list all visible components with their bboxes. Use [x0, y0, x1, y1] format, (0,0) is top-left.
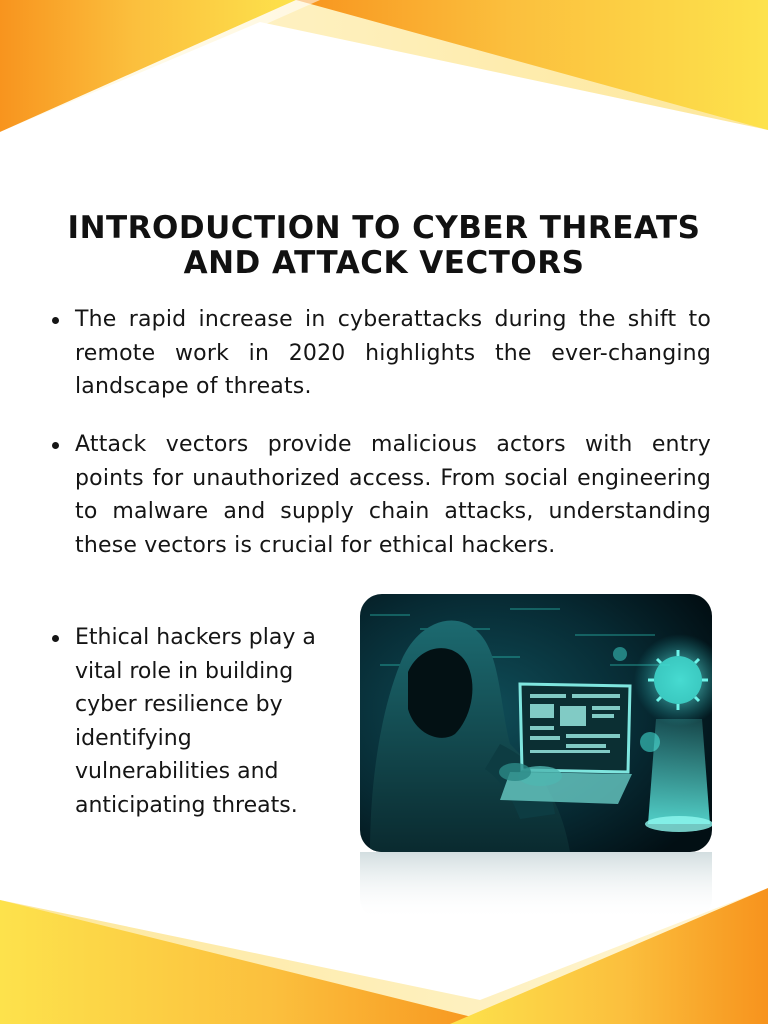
bullet-dot-icon [52, 317, 59, 324]
bullet-item [75, 428, 711, 562]
page-title [0, 211, 768, 281]
bullet-dot-icon [52, 442, 59, 449]
hacker-illustration [360, 594, 712, 852]
bullet-text: The rapid increase in cyberattacks during the shift to remote work in 2020 highlights the ever-changing landscape of threats. [75, 307, 711, 400]
bullet-item [75, 303, 711, 404]
top-orange-triangle [0, 0, 296, 132]
title-line-2: AND ATTACK VECTORS [183, 245, 585, 281]
top-pale-band [0, 0, 768, 132]
image-reflection [360, 852, 712, 920]
bullet-text: Attack vectors provide malicious actors with entry points for unauthorized access. From social engineering to malware and supply chain attacks, understanding these vectors is crucial for ethical hackers. [75, 432, 711, 558]
title-line-1: INTRODUCTION TO CYBER THREATS [67, 210, 701, 246]
bullet-item [75, 621, 350, 823]
bullet-dot-icon [52, 635, 59, 642]
top-yellow-triangle [296, 0, 768, 130]
bullet-text: Ethical hackers play a vital role in building cyber resilience by identifying vulnerabilities and anticipating threats. [75, 625, 316, 818]
